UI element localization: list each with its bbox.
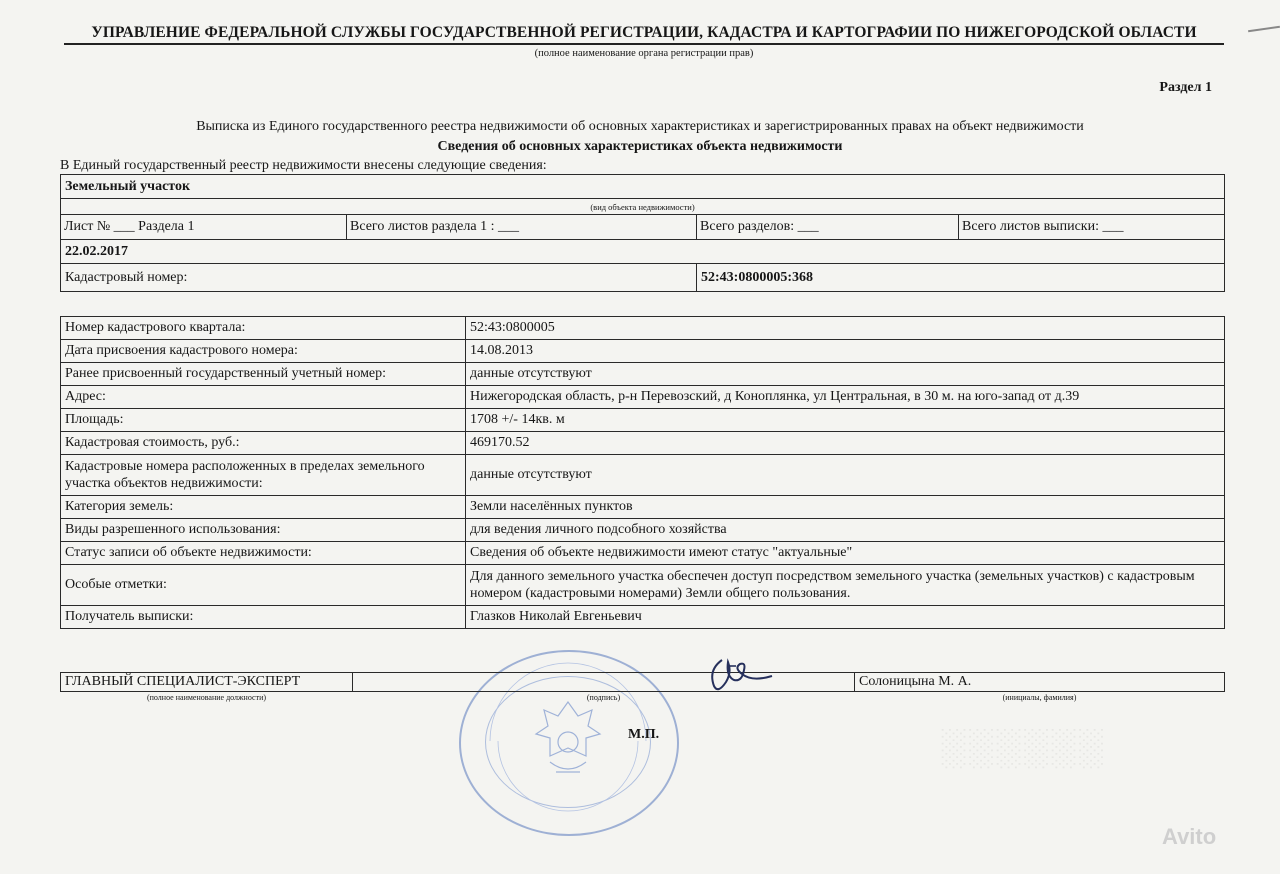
signer-position: ГЛАВНЫЙ СПЕЦИАЛИСТ-ЭКСПЕРТ — [61, 673, 353, 692]
position-caption: (полное наименование должности) — [146, 692, 267, 702]
table-row — [61, 409, 1225, 432]
avito-watermark: Avito — [1162, 824, 1217, 849]
row-label: Номер кадастрового квартала: — [61, 317, 466, 340]
row-label: Получатель выписки: — [61, 606, 466, 629]
row-value: данные отсутствуют — [466, 455, 1225, 496]
row-label: Кадастровые номера расположенных в пределах земельного участка объектов недвижимости: — [61, 455, 466, 496]
row-value: Глазков Николай Евгеньевич — [466, 606, 1225, 629]
background-ghost-text: ░░░░░░ — [940, 726, 1106, 767]
row-label: Статус записи об объекте недвижимости: — [61, 542, 466, 565]
row-label: Площадь: — [61, 409, 466, 432]
row-value: 52:43:0800005 — [466, 317, 1225, 340]
table-row — [61, 606, 1225, 629]
signature-caption: (подпись) — [586, 692, 621, 702]
row-value: Сведения об объекте недвижимости имеют статус "актуальные" — [466, 542, 1225, 565]
table-row — [61, 386, 1225, 409]
signer-name: Солоницына М. А. — [855, 673, 1225, 692]
total-sections: Всего разделов: ___ — [697, 215, 959, 240]
table-row — [61, 363, 1225, 386]
row-label: Адрес: — [61, 386, 466, 409]
table-row — [61, 542, 1225, 565]
row-label: Кадастровая стоимость, руб.: — [61, 432, 466, 455]
row-value: данные отсутствуют — [466, 363, 1225, 386]
row-label: Особые отметки: — [61, 565, 466, 606]
row-value: 14.08.2013 — [466, 340, 1225, 363]
object-type-caption: (вид объекта недвижимости) — [61, 199, 1225, 215]
object-type: Земельный участок — [61, 175, 1225, 199]
table-row — [61, 565, 1225, 606]
object-header-table — [60, 174, 1225, 292]
table-row — [61, 432, 1225, 455]
table-row — [61, 340, 1225, 363]
row-label: Виды разрешенного использования: — [61, 519, 466, 542]
document-title: Выписка из Единого государственного реестра недвижимости об основных характеристиках и зарегистрированных правах на объект недвижимости — [196, 119, 1084, 134]
table-row — [61, 496, 1225, 519]
row-label: Ранее присвоенный государственный учетный номер: — [61, 363, 466, 386]
name-caption: (инициалы, фамилия) — [1002, 692, 1077, 702]
seal-label: М.П. — [628, 727, 660, 742]
corner-mark — [1248, 26, 1280, 32]
cadastral-number-label: Кадастровый номер: — [61, 264, 697, 292]
table-row — [61, 317, 1225, 340]
characteristics-table — [60, 316, 1225, 629]
row-value: Земли населённых пунктов — [466, 496, 1225, 519]
row-value: для ведения личного подсобного хозяйства — [466, 519, 1225, 542]
row-value: Для данного земельного участка обеспечен доступ посредством земельного участка (земельных участков) с кадастровым номером (кадастровыми номерами) Земли общего пользования. — [466, 565, 1225, 606]
handwritten-signature-icon — [690, 652, 780, 700]
organization-title: УПРАВЛЕНИЕ ФЕДЕРАЛЬНОЙ СЛУЖБЫ ГОСУДАРСТВЕННОЙ РЕГИСТРАЦИИ, КАДАСТРА И КАРТОГРАФИИ ПО НИЖЕГОРОДСКОЙ ОБЛАСТИ — [64, 24, 1224, 45]
row-value: 1708 +/- 14кв. м — [466, 409, 1225, 432]
total-sheets: Всего листов выписки: ___ — [959, 215, 1225, 240]
row-value: 469170.52 — [466, 432, 1225, 455]
table-row — [61, 455, 1225, 496]
sheet-number: Лист № ___ Раздела 1 — [61, 215, 347, 240]
table-row — [61, 519, 1225, 542]
organization-caption: (полное наименование органа регистрации прав) — [534, 48, 754, 59]
section-label: Раздел 1 — [1159, 80, 1212, 95]
intro-text: В Единый государственный реестр недвижимости внесены следующие сведения: — [60, 158, 547, 173]
row-label: Дата присвоения кадастрового номера: — [61, 340, 466, 363]
row-value: Нижегородская область, р-н Перевозский, д Коноплянка, ул Центральная, в 30 м. на юго-запад от д.39 — [466, 386, 1225, 409]
extract-date: 22.02.2017 — [61, 240, 1225, 264]
sheets-in-section: Всего листов раздела 1 : ___ — [347, 215, 697, 240]
signature-table — [60, 672, 1225, 702]
row-label: Категория земель: — [61, 496, 466, 519]
document-subtitle: Сведения об основных характеристиках объекта недвижимости — [437, 139, 843, 154]
cadastral-number-value: 52:43:0800005:368 — [697, 264, 1225, 292]
